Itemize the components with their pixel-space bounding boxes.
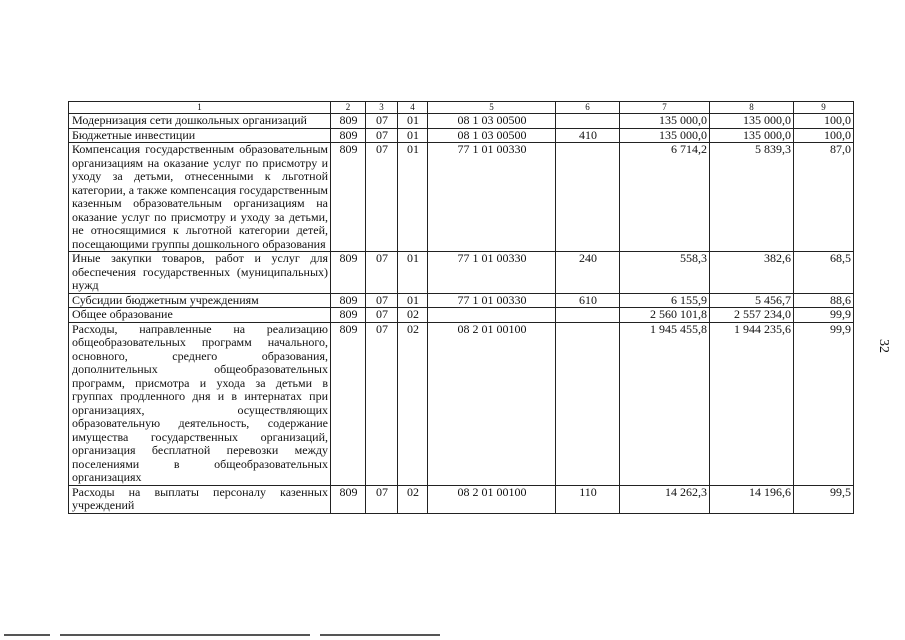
row-ministry-code: 809: [331, 252, 366, 294]
column-header: 5: [428, 102, 556, 114]
row-name: Расходы, направленные на реализацию общеобразовательных программ начального, основного, среднего образования, дополнительных общеобразовательных программ, присмотра и ухода за детьми в группах продленного дня и в интернатах при организациях, осуществляющих образовательную деятельность, содержание имущества государственных организаций, организация бесплатной перевозки между поселениями в общеобразовательных организациях: [69, 322, 331, 485]
row-target-code: 77 1 01 00330: [428, 252, 556, 294]
row-executed: 2 557 234,0: [710, 308, 794, 323]
row-percent: 99,9: [794, 308, 854, 323]
row-subsection-code: 01: [398, 252, 428, 294]
scan-edge-line: [60, 634, 310, 636]
column-header: 3: [366, 102, 398, 114]
row-planned: 6 714,2: [620, 143, 710, 252]
row-ministry-code: 809: [331, 128, 366, 143]
table-row: [69, 143, 854, 252]
table-row: [69, 308, 854, 323]
row-executed: 5 456,7: [710, 293, 794, 308]
row-percent: 99,9: [794, 322, 854, 485]
row-ministry-code: 809: [331, 308, 366, 323]
row-percent: 100,0: [794, 114, 854, 129]
row-section-code: 07: [366, 252, 398, 294]
row-subsection-code: 01: [398, 143, 428, 252]
column-header: 8: [710, 102, 794, 114]
table-row: [69, 485, 854, 513]
row-percent: 87,0: [794, 143, 854, 252]
row-executed: 14 196,6: [710, 485, 794, 513]
table-row: [69, 252, 854, 294]
scan-edge-line: [320, 634, 440, 636]
scan-edge-line: [4, 634, 50, 636]
row-expense-type: 240: [556, 252, 620, 294]
row-section-code: 07: [366, 293, 398, 308]
row-planned: 6 155,9: [620, 293, 710, 308]
row-name: Иные закупки товаров, работ и услуг для обеспечения государственных (муниципальных) нужд: [69, 252, 331, 294]
table-row: [69, 128, 854, 143]
table-row: [69, 322, 854, 485]
row-ministry-code: 809: [331, 485, 366, 513]
row-subsection-code: 01: [398, 114, 428, 129]
column-header: 6: [556, 102, 620, 114]
row-percent: 99,5: [794, 485, 854, 513]
row-name: Компенсация государственным образовательным организациям на оказание услуг по присмотру и уходу за детьми, отнесенными к льготной категории, а также компенсация государственным казенным образовательным организациям на оказание услуг по присмотру и уходу за детьми, не относящимися к льготной категории детей, посещающими группы дошкольного образования: [69, 143, 331, 252]
row-expense-type: 110: [556, 485, 620, 513]
row-planned: 135 000,0: [620, 128, 710, 143]
budget-table: [68, 101, 854, 514]
row-planned: 14 262,3: [620, 485, 710, 513]
table-row: [69, 293, 854, 308]
row-expense-type: 410: [556, 128, 620, 143]
row-subsection-code: 02: [398, 322, 428, 485]
row-subsection-code: 01: [398, 128, 428, 143]
row-subsection-code: 02: [398, 485, 428, 513]
row-ministry-code: 809: [331, 114, 366, 129]
row-name: Субсидии бюджетным учреждениям: [69, 293, 331, 308]
row-ministry-code: 809: [331, 322, 366, 485]
row-target-code: 77 1 01 00330: [428, 143, 556, 252]
row-planned: 558,3: [620, 252, 710, 294]
row-expense-type: [556, 114, 620, 129]
row-section-code: 07: [366, 485, 398, 513]
row-planned: 1 945 455,8: [620, 322, 710, 485]
row-percent: 68,5: [794, 252, 854, 294]
column-header: 2: [331, 102, 366, 114]
row-executed: 5 839,3: [710, 143, 794, 252]
row-percent: 100,0: [794, 128, 854, 143]
row-name: Бюджетные инвестиции: [69, 128, 331, 143]
row-target-code: 77 1 01 00330: [428, 293, 556, 308]
column-header: 7: [620, 102, 710, 114]
row-subsection-code: 01: [398, 293, 428, 308]
row-executed: 382,6: [710, 252, 794, 294]
row-name: Общее образование: [69, 308, 331, 323]
row-expense-type: [556, 143, 620, 252]
row-percent: 88,6: [794, 293, 854, 308]
page-number: 32: [876, 339, 891, 353]
row-expense-type: 610: [556, 293, 620, 308]
row-planned: 135 000,0: [620, 114, 710, 129]
row-executed: 1 944 235,6: [710, 322, 794, 485]
row-ministry-code: 809: [331, 143, 366, 252]
row-target-code: 08 2 01 00100: [428, 485, 556, 513]
row-name: Расходы на выплаты персоналу казенных учреждений: [69, 485, 331, 513]
row-section-code: 07: [366, 308, 398, 323]
row-target-code: [428, 308, 556, 323]
row-target-code: 08 2 01 00100: [428, 322, 556, 485]
table-header-row: [69, 102, 854, 114]
column-header: 4: [398, 102, 428, 114]
column-header: 1: [69, 102, 331, 114]
row-expense-type: [556, 308, 620, 323]
row-section-code: 07: [366, 128, 398, 143]
column-header: 9: [794, 102, 854, 114]
row-ministry-code: 809: [331, 293, 366, 308]
row-subsection-code: 02: [398, 308, 428, 323]
row-executed: 135 000,0: [710, 128, 794, 143]
row-target-code: 08 1 03 00500: [428, 114, 556, 129]
row-section-code: 07: [366, 322, 398, 485]
row-section-code: 07: [366, 114, 398, 129]
row-target-code: 08 1 03 00500: [428, 128, 556, 143]
row-name: Модернизация сети дошкольных организаций: [69, 114, 331, 129]
row-section-code: 07: [366, 143, 398, 252]
table-row: [69, 114, 854, 129]
row-executed: 135 000,0: [710, 114, 794, 129]
row-planned: 2 560 101,8: [620, 308, 710, 323]
row-expense-type: [556, 322, 620, 485]
